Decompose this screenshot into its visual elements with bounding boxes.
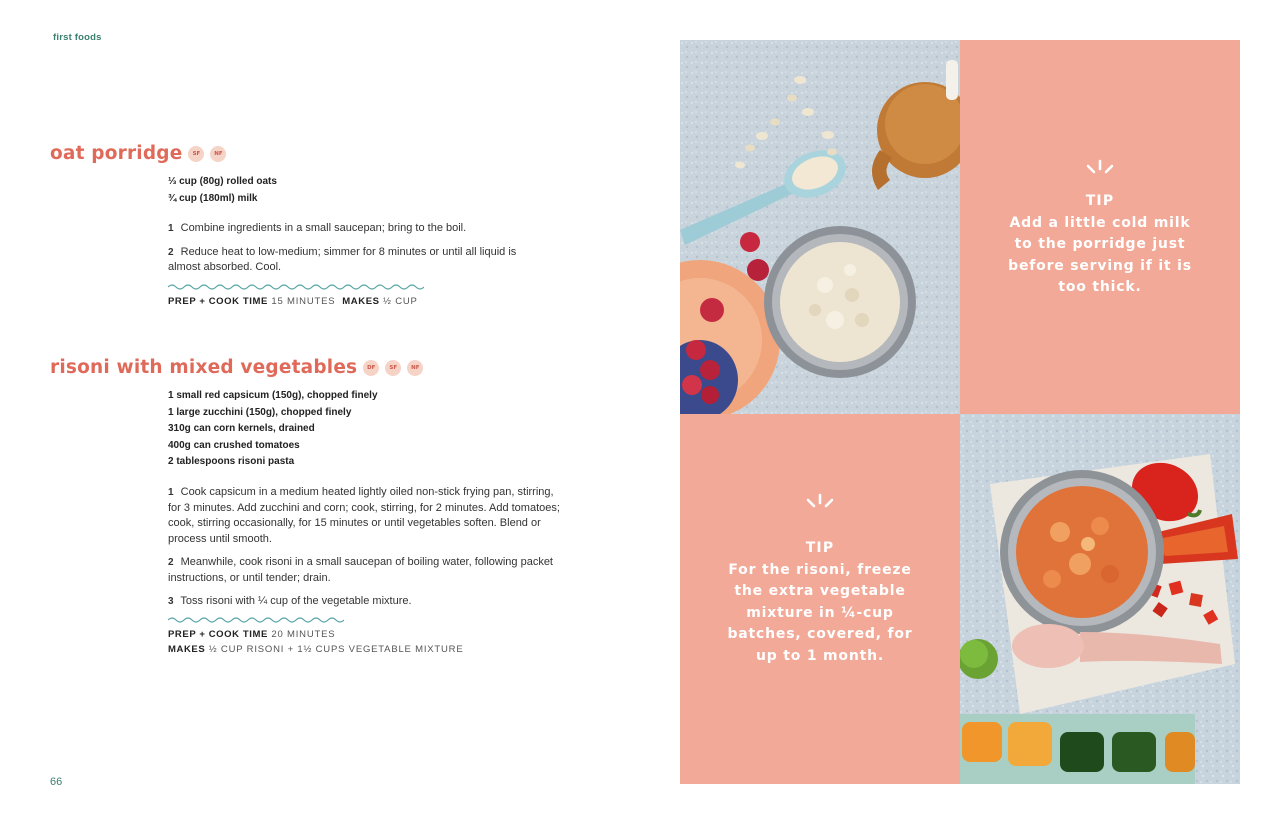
- tip-title: TIP: [1085, 193, 1115, 209]
- prep-time-value: 20 MINUTES: [271, 629, 336, 640]
- recipe-meta-risoni: [168, 628, 463, 657]
- wave-divider: [168, 283, 424, 291]
- ingredient-item: ¾ cup (180ml) milk: [168, 192, 258, 204]
- ingredient-item: 400g can crushed tomatoes: [168, 439, 300, 451]
- ingredient-list-risoni: [168, 388, 378, 471]
- makes-value: ½ CUP: [383, 296, 418, 307]
- risoni-vegetables-illustration: [960, 414, 1240, 784]
- step-number: 2: [168, 557, 174, 568]
- recipe-title-text: oat porridge: [50, 143, 183, 164]
- sparkle-icon: [1083, 158, 1117, 174]
- recipe-title-oat-porridge: [50, 143, 226, 164]
- step-text: Reduce heat to low-medium; simmer for 8 minutes or until all liquid is almost absorbed. Cool.: [168, 245, 517, 273]
- ingredient-item: ⅓ cup (80g) rolled oats: [168, 176, 277, 187]
- makes-label: MAKES: [342, 296, 380, 307]
- tip-box: [725, 538, 915, 667]
- section-label: first foods: [53, 32, 102, 43]
- makes-label: MAKES: [168, 643, 206, 655]
- step-number: 2: [168, 246, 174, 258]
- wave-divider: [168, 616, 344, 624]
- sparkle-icon: [803, 492, 837, 508]
- ingredient-item: 1 small red capsicum (150g), chopped finely: [168, 390, 378, 401]
- recipe-title-risoni: [50, 357, 423, 378]
- method-risoni: [168, 485, 568, 618]
- step-text: Combine ingredients in a small saucepan; bring to the boil.: [180, 222, 467, 234]
- oat-porridge-illustration: [680, 40, 960, 414]
- method-step: [168, 594, 568, 610]
- method-step: [168, 221, 538, 237]
- ingredient-item: 1 large zucchini (150g), chopped finely: [168, 406, 352, 418]
- step-number: 3: [168, 596, 174, 607]
- dietary-badge-sf: SF: [188, 146, 204, 162]
- step-text: Toss risoni with ¼ cup of the vegetable mixture.: [180, 595, 412, 607]
- dietary-badge-df: DF: [363, 360, 379, 376]
- step-number: 1: [168, 223, 174, 234]
- tip-panel-porridge: [960, 40, 1240, 414]
- ingredient-item: 310g can corn kernels, drained: [168, 423, 315, 434]
- dietary-badge-sf: SF: [385, 360, 401, 376]
- ingredient-list-oat-porridge: [168, 174, 277, 207]
- method-step: [168, 555, 568, 586]
- method-oat-porridge: [168, 221, 538, 284]
- step-text: Meanwhile, cook risoni in a small saucepan of boiling water, following packet instructions, or until tender; drain.: [168, 556, 553, 584]
- tip-text: Add a little cold milk to the porridge just before serving if it is too thick.: [1008, 214, 1192, 295]
- tip-box: [1000, 191, 1200, 299]
- prep-time-line: [168, 628, 463, 643]
- step-text: Cook capsicum in a medium heated lightly oiled non-stick frying pan, stirring, for 3 minutes. Add zucchini and corn; cook, stirring, for 2 minutes. Add tomatoes; cook, stirring occasionally, for 15 minutes or until vegetables soften. Blend or process until smooth.: [168, 486, 560, 545]
- oat-porridge-photo: [680, 40, 960, 414]
- method-step: [168, 485, 568, 547]
- step-number: 1: [168, 487, 174, 498]
- prep-time-label: PREP + COOK TIME: [168, 629, 268, 640]
- ingredient-item: 2 tablespoons risoni pasta: [168, 456, 295, 467]
- dietary-badge-nf: NF: [210, 146, 226, 162]
- tip-panel-risoni: [680, 414, 960, 784]
- makes-value: ½ CUP RISONI + 1½ CUPS VEGETABLE MIXTURE: [208, 643, 464, 655]
- method-step: [168, 245, 538, 276]
- tip-text: For the risoni, freeze the extra vegetable mixture in ¼-cup batches, covered, for up to 1 month.: [727, 561, 913, 664]
- page-number: 66: [50, 776, 63, 788]
- prep-time-value: 15 MINUTES: [271, 296, 336, 307]
- recipe-meta-oat-porridge: [168, 295, 418, 310]
- dietary-badge-nf: NF: [407, 360, 423, 376]
- risoni-vegetables-photo: [960, 414, 1240, 784]
- recipe-title-text: risoni with mixed vegetables: [50, 357, 358, 378]
- makes-line: [168, 643, 463, 658]
- tip-title: TIP: [805, 540, 835, 556]
- prep-time-label: PREP + COOK TIME: [168, 296, 268, 307]
